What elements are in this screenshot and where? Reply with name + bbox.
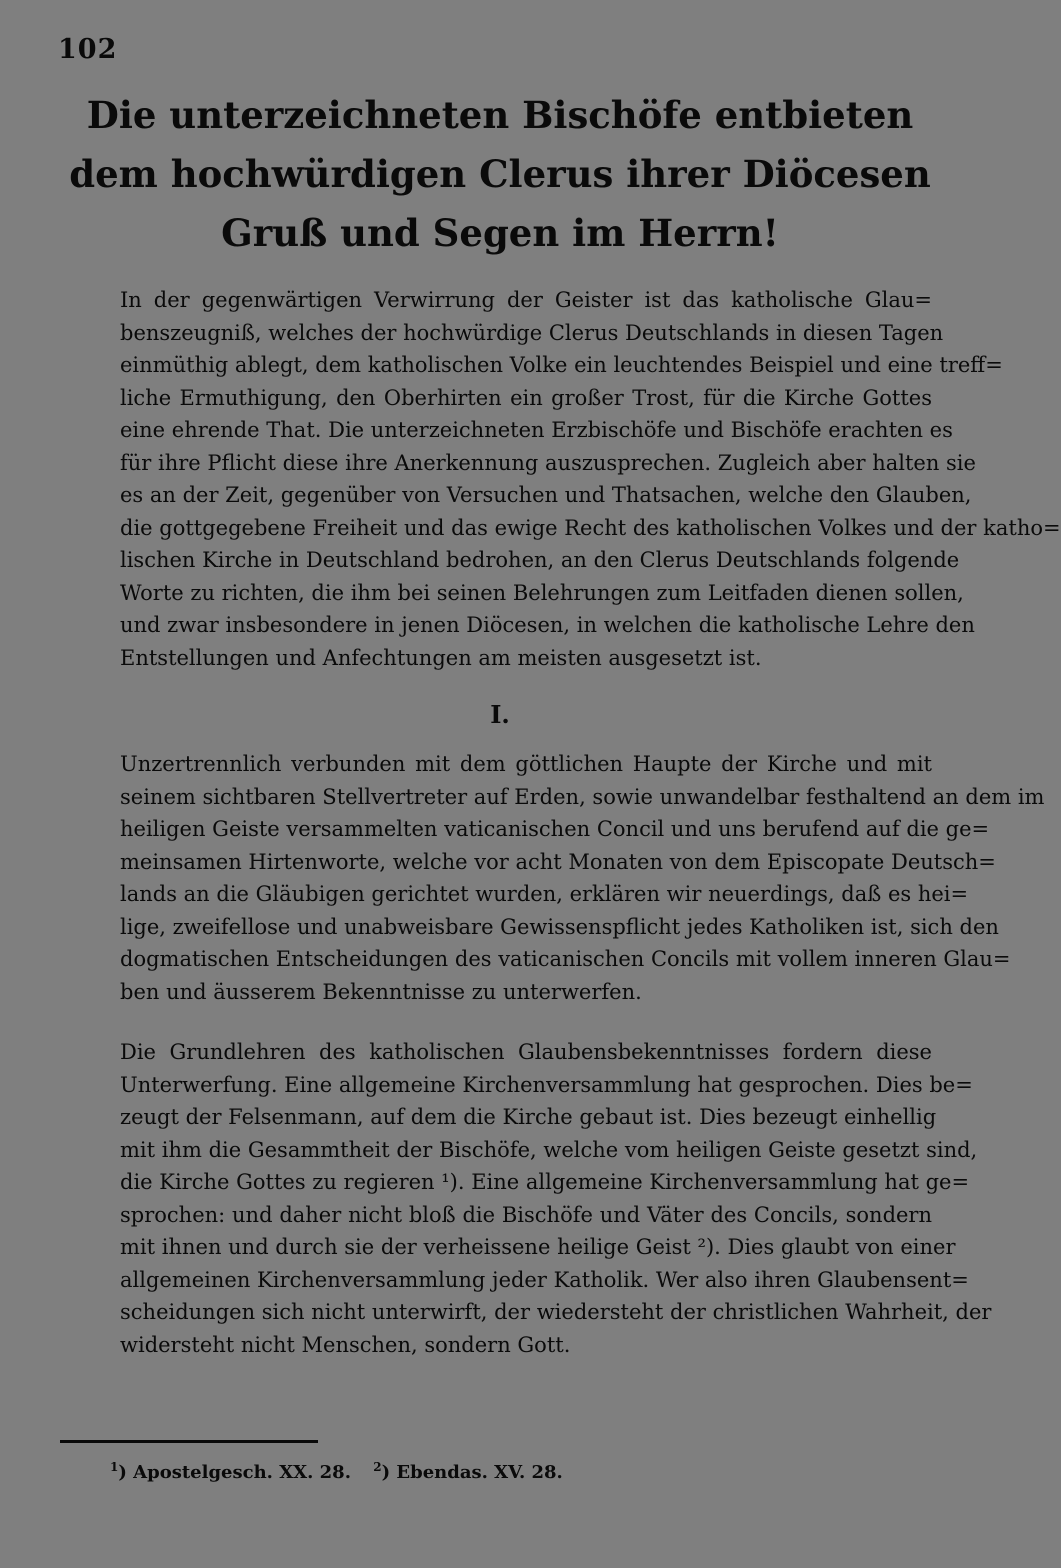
text-line: die Kirche Gottes zu regieren ¹). Eine allgemeine Kirchenversammlung hat ge=: [120, 1170, 970, 1194]
text-line: benszeugniß, welches der hochwürdige Clerus Deutschlands in diesen Tagen: [120, 320, 944, 345]
text-line: es an der Zeit, gegenüber von Versuchen und Thatsachen, welche den Glauben,: [120, 483, 972, 507]
footnotes: [110, 1460, 579, 1483]
footnote-mark: 2: [373, 1460, 382, 1474]
text-line: widersteht nicht Menschen, sondern Gott.: [120, 1332, 571, 1357]
text-line: Die Grundlehren des katholischen Glaubensbekenntnisses fordern diese: [120, 1040, 932, 1064]
text-line: ben und äusserem Bekenntnisse zu unterwerfen.: [120, 979, 642, 1004]
text-line: lischen Kirche in Deutschland bedrohen, an den Clerus Deutschlands folgende: [120, 548, 960, 572]
text-line: Worte zu richten, die ihm bei seinen Belehrungen zum Leitfaden dienen sollen,: [120, 580, 964, 605]
text-line: eine ehrende That. Die unterzeichneten Erzbischöfe und Bischöfe erachten es: [120, 418, 953, 442]
text-line: seinem sichtbaren Stellvertreter auf Erden, sowie unwandelbar festhaltend an dem im: [120, 784, 1045, 809]
page-number: 102: [58, 34, 118, 65]
text-line: allgemeinen Kirchenversammlung jeder Katholik. Wer also ihren Glaubensent=: [120, 1267, 969, 1292]
footnote-mark: 1: [110, 1460, 119, 1474]
text-line: heiligen Geiste versammelten vaticanischen Concil und uns berufend auf die ge=: [120, 817, 990, 841]
paragraph-grundlehren: [60, 1036, 992, 1361]
text-line: einmüthig ablegt, dem katholischen Volke ein leuchtendes Beispiel und eine treff=: [120, 353, 1003, 377]
text-line: scheidungen sich nicht unterwirft, der wiedersteht der christlichen Wahrheit, der: [120, 1300, 992, 1324]
text-line: für ihre Pflicht diese ihre Anerkennung auszusprechen. Zugleich aber halten sie: [120, 450, 976, 475]
text-line: und zwar insbesondere in jenen Diöcesen, in welchen die katholische Lehre den: [120, 613, 975, 637]
text-line: lands an die Gläubigen gerichtet wurden, erklären wir neuerdings, daß es hei=: [120, 882, 969, 906]
text-line: Unzertrennlich verbunden mit dem göttlichen Haupte der Kirche und mit: [120, 752, 932, 776]
text-line: In der gegenwärtigen Verwirrung der Geister ist das katholische Glau=: [120, 288, 932, 312]
text-line: mit ihnen und durch sie der verheissene heilige Geist ²). Dies glaubt von einer: [120, 1235, 956, 1259]
text-line: sprochen: und daher nicht bloß die Bischöfe und Väter des Concils, sondern: [120, 1202, 932, 1227]
text-line: Unterwerfung. Eine allgemeine Kirchenversammlung hat gesprochen. Dies be=: [120, 1072, 973, 1097]
footnote: [110, 1462, 351, 1483]
footnote: [373, 1462, 563, 1483]
footnote-divider: [60, 1440, 318, 1443]
footnote-text: ) Ebendas. XV. 28.: [381, 1462, 563, 1483]
footnote-text: ) Apostelgesch. XX. 28.: [118, 1462, 351, 1483]
text-line: mit ihm die Gesammtheit der Bischöfe, welche vom heiligen Geiste gesetzt sind,: [120, 1137, 978, 1162]
text-line: meinsamen Hirtenworte, welche vor acht Monaten von dem Episcopate Deutsch=: [120, 849, 996, 874]
text-line: zeugt der Felsenmann, auf dem die Kirche gebaut ist. Dies bezeugt einhellig: [120, 1105, 937, 1129]
text-line: lige, zweifellose und unabweisbare Gewissenspflicht jedes Katholiken ist, sich den: [120, 914, 999, 939]
paragraph-section-1: [60, 748, 1045, 1008]
text-line: Entstellungen und Anfechtungen am meisten ausgesetzt ist.: [120, 645, 762, 670]
paragraph-intro: [60, 284, 1061, 674]
text-line: die gottgegebene Freiheit und das ewige Recht des katholischen Volkes und der katho=: [120, 515, 1061, 540]
page-title: Die unterzeichneten Bischöfe entbieten dem hochwürdigen Clerus ihrer Diöcesen Gruß und Segen im Herrn!: [69, 93, 931, 255]
text-line: liche Ermuthigung, den Oberhirten ein großer Trost, für die Kirche Gottes: [120, 385, 932, 410]
text-line: dogmatischen Entscheidungen des vaticanischen Concils mit vollem inneren Glau=: [120, 947, 1011, 971]
section-heading: I.: [490, 700, 510, 729]
